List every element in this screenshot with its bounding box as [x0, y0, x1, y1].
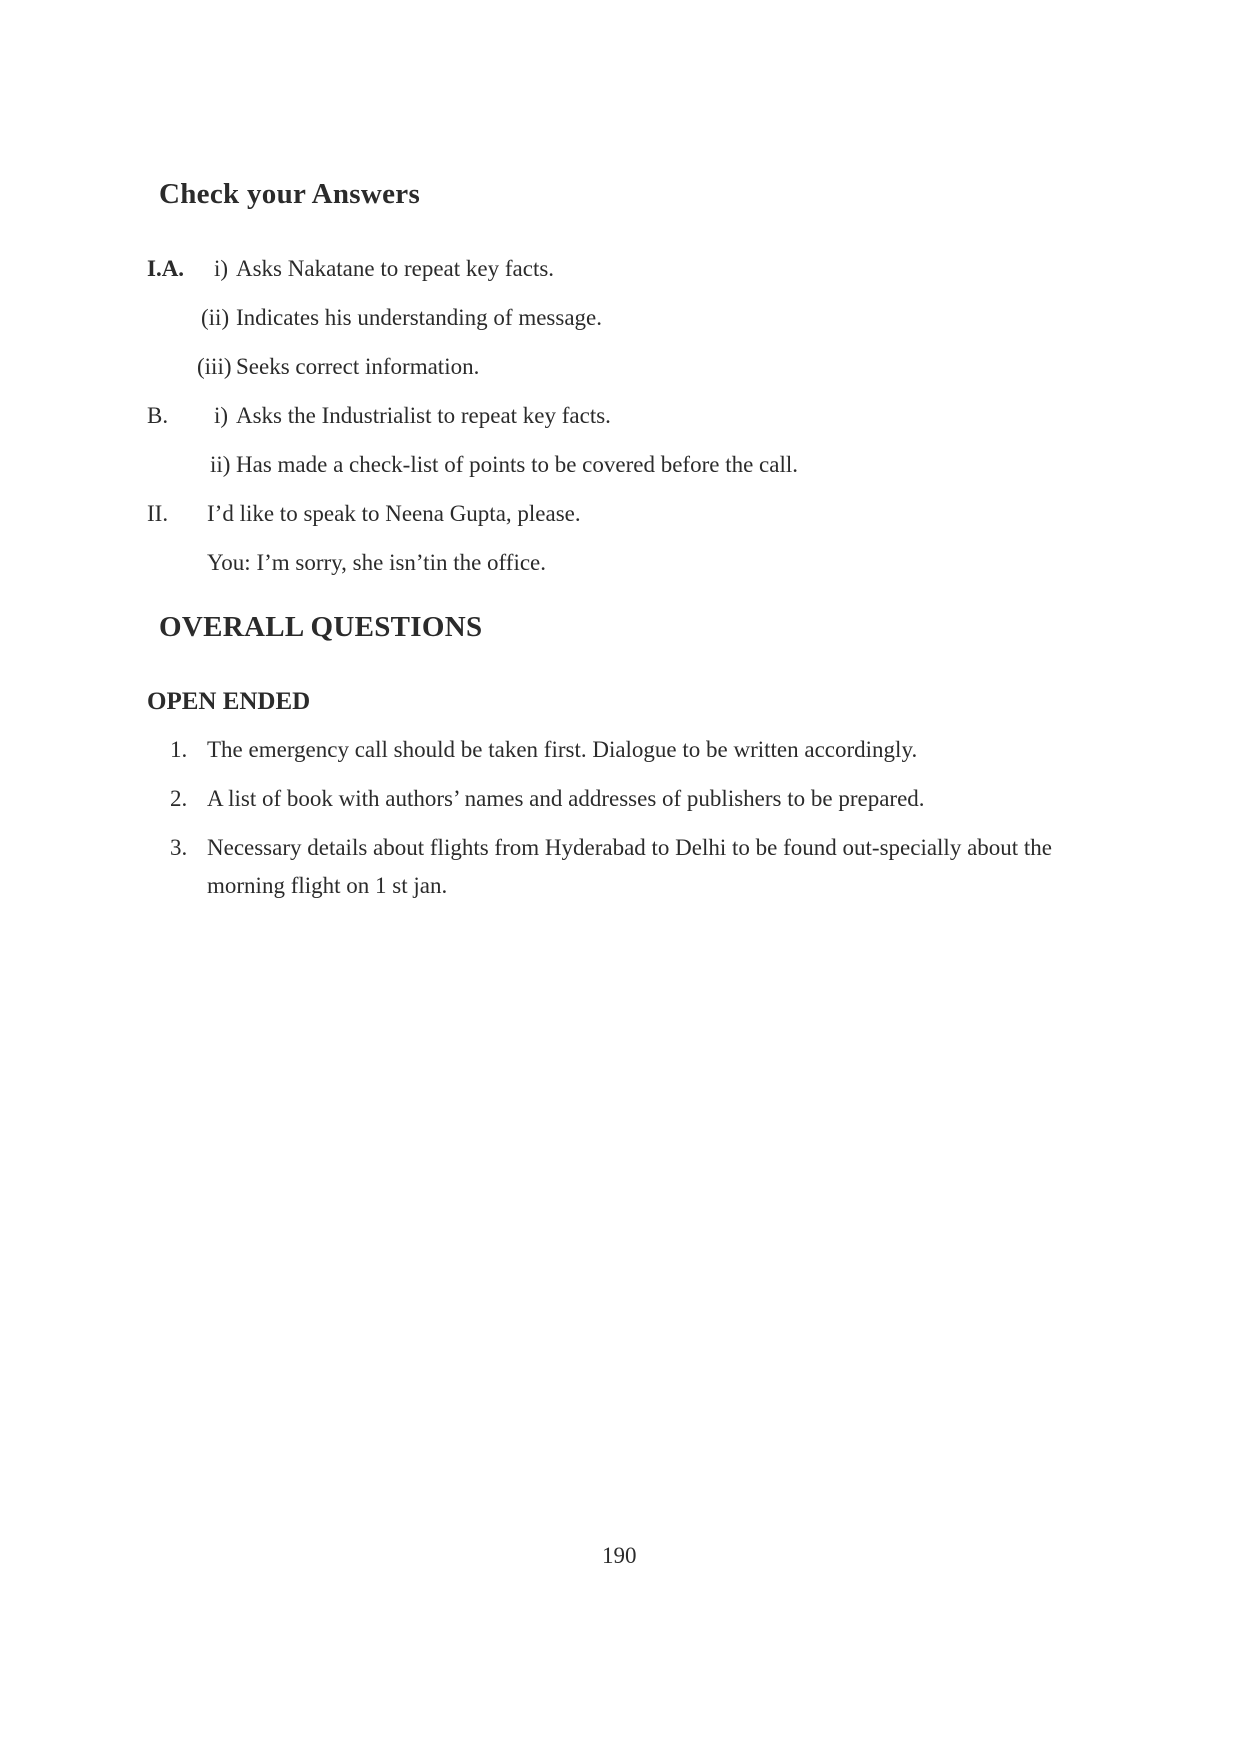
ia-item-1-num: i)	[214, 256, 229, 281]
section-b-label: B.	[147, 403, 169, 428]
open-item-1-num: 1.	[170, 737, 188, 762]
b-item-2-num: ii)	[210, 452, 231, 477]
page-number: 190	[602, 1543, 637, 1568]
open-item-2-num: 2.	[170, 786, 188, 811]
b-item-2-text: Has made a check-list of points to be covered before the call.	[236, 452, 798, 477]
ia-item-2-num: (ii)	[201, 305, 230, 330]
open-item-1-text: The emergency call should be taken first. Dialogue to be written accordingly.	[207, 737, 918, 762]
open-item-3-num: 3.	[170, 835, 188, 860]
ia-item-3-num: (iii)	[197, 354, 232, 379]
open-item-2-text: A list of book with authors’ names and addresses of publishers to be prepared.	[207, 786, 925, 811]
section-ii-label: II.	[147, 501, 169, 526]
section-ii-line-1: I’d like to speak to Neena Gupta, please.	[207, 501, 581, 526]
overall-questions-heading: OVERALL QUESTIONS	[159, 611, 483, 643]
ia-item-2-text: Indicates his understanding of message.	[236, 305, 602, 330]
check-answers-heading: Check your Answers	[159, 178, 421, 210]
open-item-3-line-2: morning flight on 1 st jan.	[207, 873, 448, 898]
b-item-1-num: i)	[214, 403, 229, 428]
ia-item-3-text: Seeks correct information.	[236, 354, 480, 379]
ia-item-1-text: Asks Nakatane to repeat key facts.	[236, 256, 555, 281]
open-item-3-line-1: Necessary details about flights from Hyderabad to Delhi to be found out-specially about the	[207, 835, 1053, 860]
open-ended-subheading: OPEN ENDED	[147, 688, 311, 715]
section-ii-line-2: You: I’m sorry, she isn’tin the office.	[207, 550, 547, 575]
b-item-1-text: Asks the Industrialist to repeat key facts.	[236, 403, 611, 428]
section-ia-label: I.A.	[147, 256, 185, 281]
